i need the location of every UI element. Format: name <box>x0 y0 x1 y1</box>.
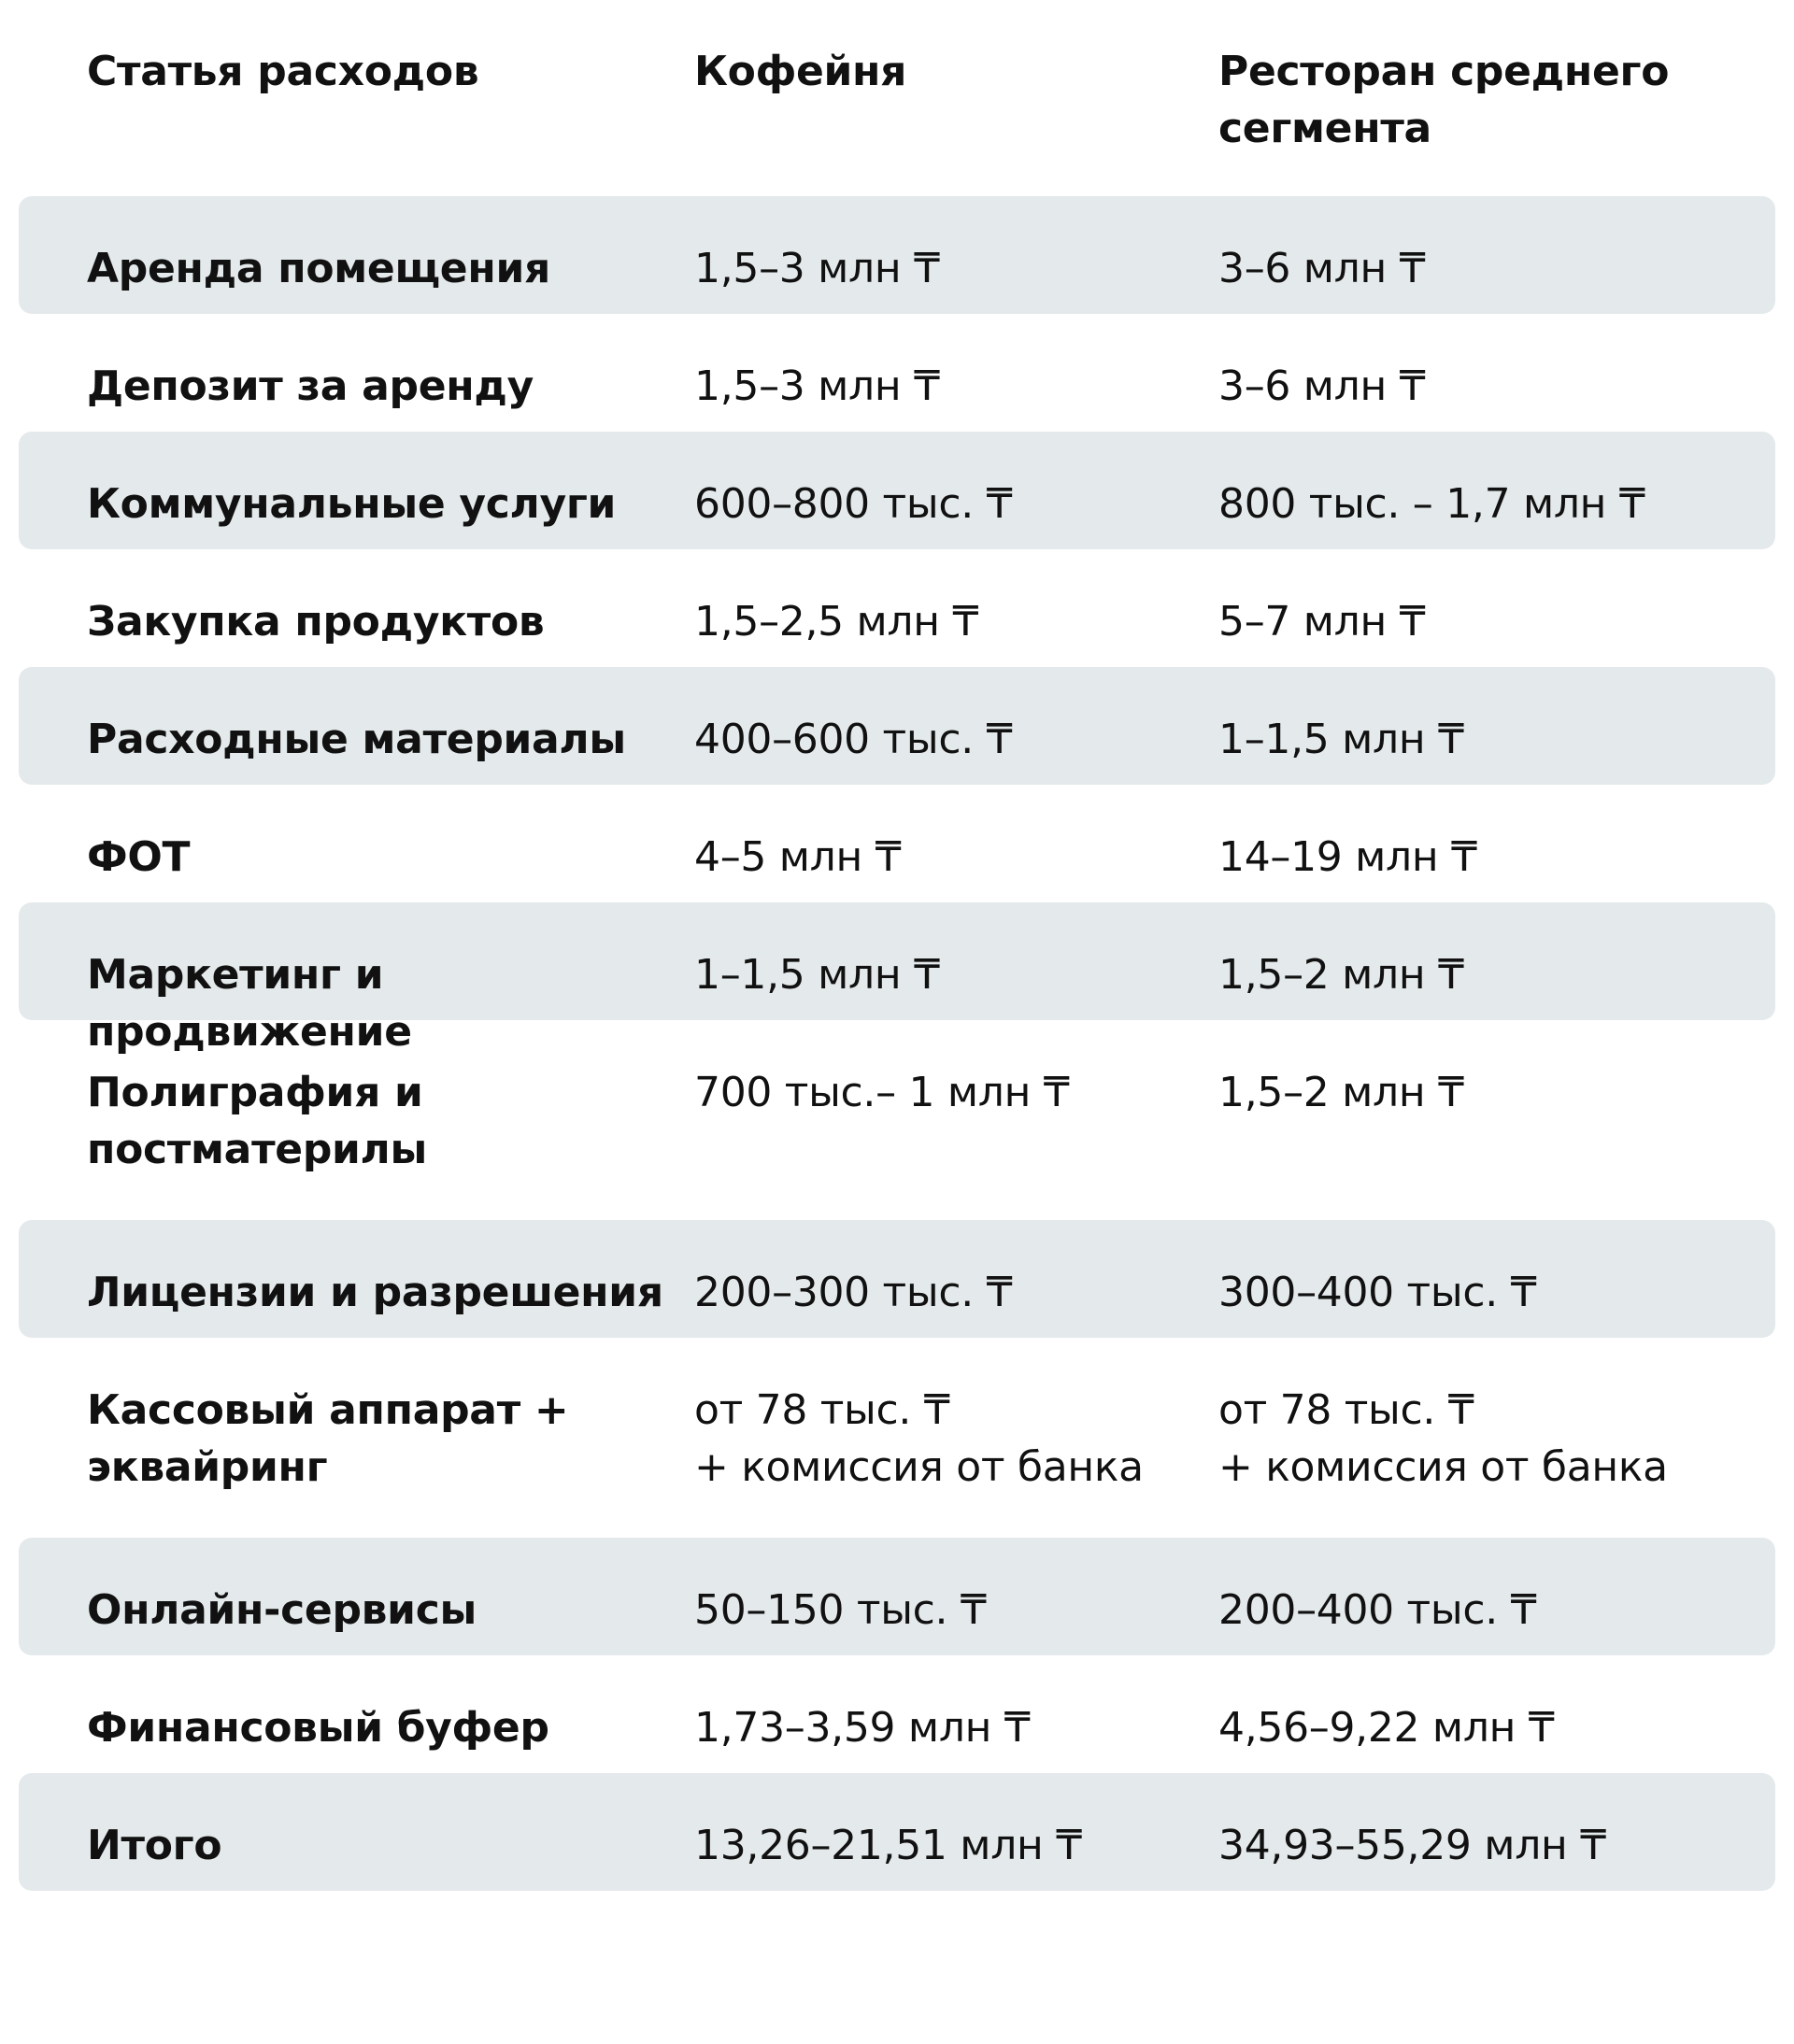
table-row <box>19 667 1775 785</box>
row-restaurant-value: 200–400 тыс. ₸ <box>1218 1586 1537 1634</box>
row-item: ФОТ <box>87 833 191 881</box>
row-item: Коммунальные услуги <box>87 480 617 528</box>
row-coffee-value: 700 тыс.– 1 млн ₸ <box>694 1069 1070 1116</box>
row-coffee-value: 1,5–3 млн ₸ <box>694 362 940 410</box>
row-restaurant-value: 1,5–2 млн ₸ <box>1218 951 1464 999</box>
row-coffee-value: 13,26–21,51 млн ₸ <box>694 1822 1082 1869</box>
row-item: Аренда помещения <box>87 245 550 292</box>
row-coffee-value: 1,5–3 млн ₸ <box>694 245 940 292</box>
row-coffee-value: 1–1,5 млн ₸ <box>694 951 940 999</box>
row-item: Финансовый буфер <box>87 1704 549 1752</box>
row-coffee-value: 1,73–3,59 млн ₸ <box>694 1704 1031 1752</box>
header-coffee: Кофейня <box>694 48 907 95</box>
row-restaurant-value: 34,93–55,29 млн ₸ <box>1218 1822 1606 1869</box>
table-row <box>19 196 1775 314</box>
row-item: Расходные материалы <box>87 716 626 763</box>
row-restaurant-value: 800 тыс. – 1,7 млн ₸ <box>1218 480 1645 528</box>
row-coffee-value: 400–600 тыс. ₸ <box>694 716 1013 763</box>
row-coffee-value: 1,5–2,5 млн ₸ <box>694 598 979 646</box>
row-restaurant-value: 1,5–2 млн ₸ <box>1218 1069 1464 1116</box>
table-row <box>19 1338 1775 1538</box>
table-row <box>19 1220 1775 1338</box>
row-item: Кассовый аппарат + эквайринг <box>87 1386 569 1491</box>
row-restaurant-value: 14–19 млн ₸ <box>1218 833 1477 881</box>
row-coffee-value: 4–5 млн ₸ <box>694 833 902 881</box>
table-row <box>19 314 1775 432</box>
row-item: Онлайн-сервисы <box>87 1586 477 1634</box>
table-header-row <box>19 0 1775 196</box>
table-row <box>19 1538 1775 1655</box>
table-row <box>19 1020 1775 1220</box>
row-restaurant-value: 300–400 тыс. ₸ <box>1218 1269 1537 1316</box>
row-item: Итого <box>87 1822 222 1869</box>
row-coffee-value: 50–150 тыс. ₸ <box>694 1586 987 1634</box>
row-coffee-value: от 78 тыс. ₸ + комиссия от банка <box>694 1386 1144 1491</box>
table-row <box>19 1655 1775 1773</box>
row-restaurant-value: 5–7 млн ₸ <box>1218 598 1426 646</box>
row-item: Лицензии и разрешения <box>87 1269 663 1316</box>
row-coffee-value: 600–800 тыс. ₸ <box>694 480 1013 528</box>
table-row <box>19 902 1775 1056</box>
table-row <box>19 432 1775 549</box>
row-restaurant-value: 3–6 млн ₸ <box>1218 362 1426 410</box>
row-restaurant-value: 4,56–9,22 млн ₸ <box>1218 1704 1555 1752</box>
row-item: Депозит за аренду <box>87 362 534 410</box>
row-restaurant-value: 1–1,5 млн ₸ <box>1218 716 1464 763</box>
row-item: Закупка продуктов <box>87 598 545 646</box>
row-restaurant-value: от 78 тыс. ₸ + комиссия от банка <box>1218 1386 1668 1491</box>
expense-table <box>19 0 1775 1891</box>
row-item: Маркетинг и продвижение <box>87 951 412 1056</box>
table-row-total <box>19 1773 1775 1891</box>
table-row <box>19 785 1775 902</box>
table-row <box>19 549 1775 667</box>
header-item: Статья расходов <box>87 48 479 95</box>
header-restaurant: Ресторан среднего сегмента <box>1218 48 1670 152</box>
row-item: Полиграфия и постматерилы <box>87 1069 427 1173</box>
row-coffee-value: 200–300 тыс. ₸ <box>694 1269 1013 1316</box>
row-restaurant-value: 3–6 млн ₸ <box>1218 245 1426 292</box>
